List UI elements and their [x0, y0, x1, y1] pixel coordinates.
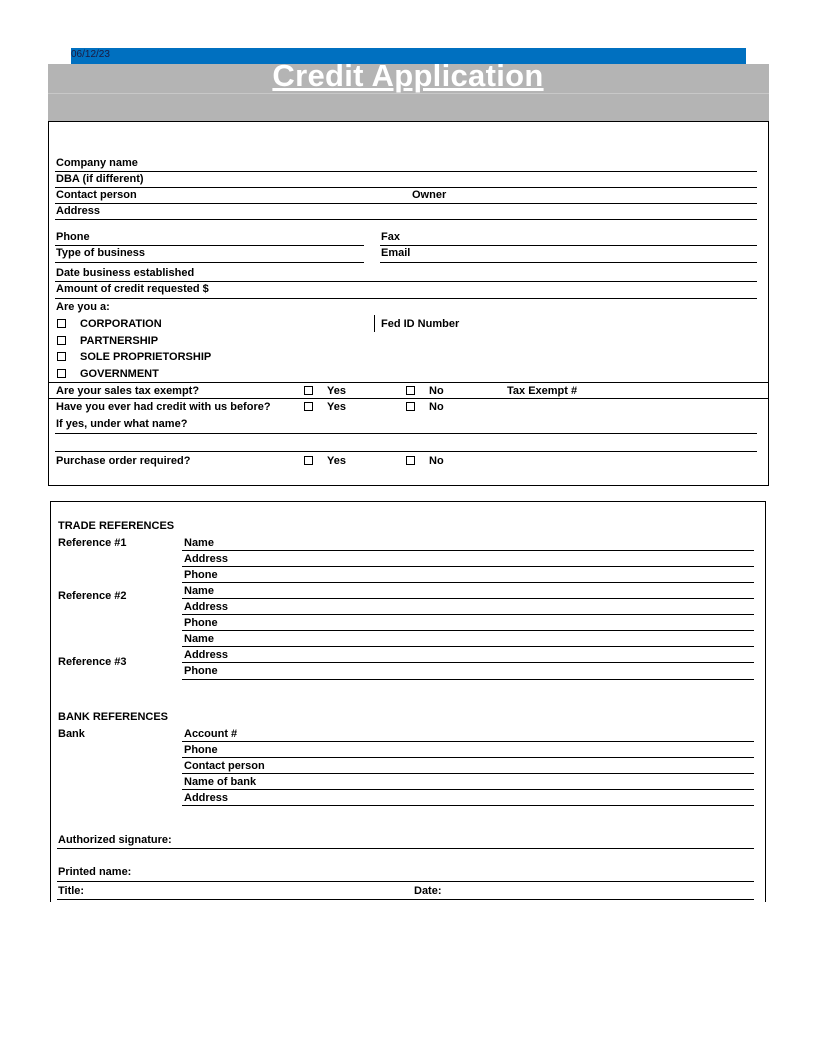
- credit-before-yes-label: Yes: [327, 401, 346, 413]
- reference-3-name-label: Name: [184, 633, 214, 645]
- tax-exempt-label: Tax Exempt #: [507, 385, 578, 397]
- email-label: Email: [381, 247, 411, 259]
- reference-3-phone-label: Phone: [184, 665, 218, 677]
- reference-3-address-label: Address: [184, 649, 229, 661]
- partnership-checkbox[interactable]: [57, 336, 66, 345]
- credit-requested-label: Amount of credit requested $: [56, 283, 209, 295]
- reference-1-phone-field[interactable]: [182, 582, 754, 583]
- po-yes-label: Yes: [327, 455, 346, 467]
- if-yes-field[interactable]: [55, 433, 757, 434]
- reference-3-name-field[interactable]: [182, 646, 754, 647]
- reference-3-address-field[interactable]: [182, 662, 754, 663]
- fed-id-divider: [374, 315, 375, 332]
- reference-3-phone-field[interactable]: [182, 679, 754, 680]
- po-question: Purchase order required?: [56, 455, 191, 467]
- reference-1-name-label: Name: [184, 537, 214, 549]
- fed-id-label: Fed ID Number: [381, 318, 460, 330]
- bank-phone-field[interactable]: [182, 757, 754, 758]
- phone-label: Phone: [56, 231, 90, 243]
- reference-2-address-field[interactable]: [182, 614, 754, 615]
- title-date-field[interactable]: [57, 899, 754, 900]
- credit-requested-field[interactable]: [55, 298, 757, 299]
- owner-label: Owner: [412, 189, 447, 201]
- government-checkbox[interactable]: [57, 369, 66, 378]
- partnership-label: PARTNERSHIP: [80, 335, 159, 347]
- reference-1-label: Reference #1: [58, 537, 127, 549]
- are-you-a-label: Are you a:: [56, 301, 110, 313]
- title-label: Title:: [58, 885, 85, 897]
- corporation-checkbox[interactable]: [57, 319, 66, 328]
- if-yes-field-2[interactable]: [55, 451, 757, 452]
- government-label: GOVERNMENT: [80, 368, 159, 380]
- credit-before-no-label: No: [429, 401, 444, 413]
- sales-tax-question: Are your sales tax exempt?: [56, 385, 200, 397]
- reference-1-address-field[interactable]: [182, 566, 754, 567]
- credit-before-question: Have you ever had credit with us before?: [56, 401, 271, 413]
- reference-1-name-field[interactable]: [182, 550, 754, 551]
- header-date: 06/12/23: [71, 49, 110, 60]
- date-label: Date:: [414, 885, 442, 897]
- po-yes-checkbox[interactable]: [304, 456, 313, 465]
- sole-proprietorship-label: SOLE PROPRIETORSHIP: [80, 351, 212, 363]
- address-field[interactable]: [55, 219, 757, 220]
- bank-account-label: Account #: [184, 728, 238, 740]
- reference-2-address-label: Address: [184, 601, 229, 613]
- credit-before-yes-checkbox[interactable]: [304, 402, 313, 411]
- page-title: Credit Application: [272, 58, 544, 93]
- sales-tax-yes-checkbox[interactable]: [304, 386, 313, 395]
- bank-name-label: Name of bank: [184, 776, 257, 788]
- reference-1-phone-label: Phone: [184, 569, 218, 581]
- bank-account-field[interactable]: [182, 741, 754, 742]
- sales-tax-row-top: [48, 382, 769, 383]
- bank-name-field[interactable]: [182, 789, 754, 790]
- authorized-signature-label: Authorized signature:: [58, 834, 172, 846]
- printed-name-label: Printed name:: [58, 866, 132, 878]
- dba-field[interactable]: [55, 187, 757, 188]
- bank-label: Bank: [58, 728, 85, 740]
- if-yes-label: If yes, under what name?: [56, 418, 188, 430]
- reference-1-address-label: Address: [184, 553, 229, 565]
- contact-person-field[interactable]: [55, 203, 757, 204]
- reference-2-label: Reference #2: [58, 590, 127, 602]
- reference-2-phone-label: Phone: [184, 617, 218, 629]
- sales-tax-no-checkbox[interactable]: [406, 386, 415, 395]
- reference-2-name-field[interactable]: [182, 598, 754, 599]
- bank-contact-field[interactable]: [182, 773, 754, 774]
- address-label: Address: [56, 205, 101, 217]
- po-no-checkbox[interactable]: [406, 456, 415, 465]
- phone-field[interactable]: [55, 245, 364, 246]
- email-field[interactable]: [380, 262, 757, 263]
- company-section: [48, 121, 769, 486]
- fax-field[interactable]: [380, 245, 757, 246]
- sales-tax-no-label: No: [429, 385, 444, 397]
- type-of-business-field[interactable]: [55, 262, 364, 263]
- bank-address-label: Address: [184, 792, 229, 804]
- type-of-business-label: Type of business: [56, 247, 146, 259]
- bank-contact-label: Contact person: [184, 760, 265, 772]
- contact-person-label: Contact person: [56, 189, 137, 201]
- company-name-label: Company name: [56, 157, 138, 169]
- bank-address-field[interactable]: [182, 805, 754, 806]
- corporation-label: CORPORATION: [80, 318, 162, 330]
- dba-label: DBA (if different): [56, 173, 144, 185]
- reference-2-phone-field[interactable]: [182, 630, 754, 631]
- company-name-field[interactable]: [55, 171, 757, 172]
- trade-references-heading: TRADE REFERENCES: [58, 520, 175, 532]
- sole-proprietorship-checkbox[interactable]: [57, 352, 66, 361]
- po-no-label: No: [429, 455, 444, 467]
- reference-2-name-label: Name: [184, 585, 214, 597]
- reference-3-label: Reference #3: [58, 656, 127, 668]
- printed-name-field[interactable]: [57, 881, 754, 882]
- credit-before-no-checkbox[interactable]: [406, 402, 415, 411]
- fax-label: Fax: [381, 231, 400, 243]
- bank-phone-label: Phone: [184, 744, 218, 756]
- bank-references-heading: BANK REFERENCES: [58, 711, 169, 723]
- sales-tax-yes-label: Yes: [327, 385, 346, 397]
- authorized-signature-field[interactable]: [57, 848, 754, 849]
- date-established-field[interactable]: [55, 281, 757, 282]
- sales-tax-row-bottom: [48, 398, 769, 399]
- date-established-label: Date business established: [56, 267, 195, 279]
